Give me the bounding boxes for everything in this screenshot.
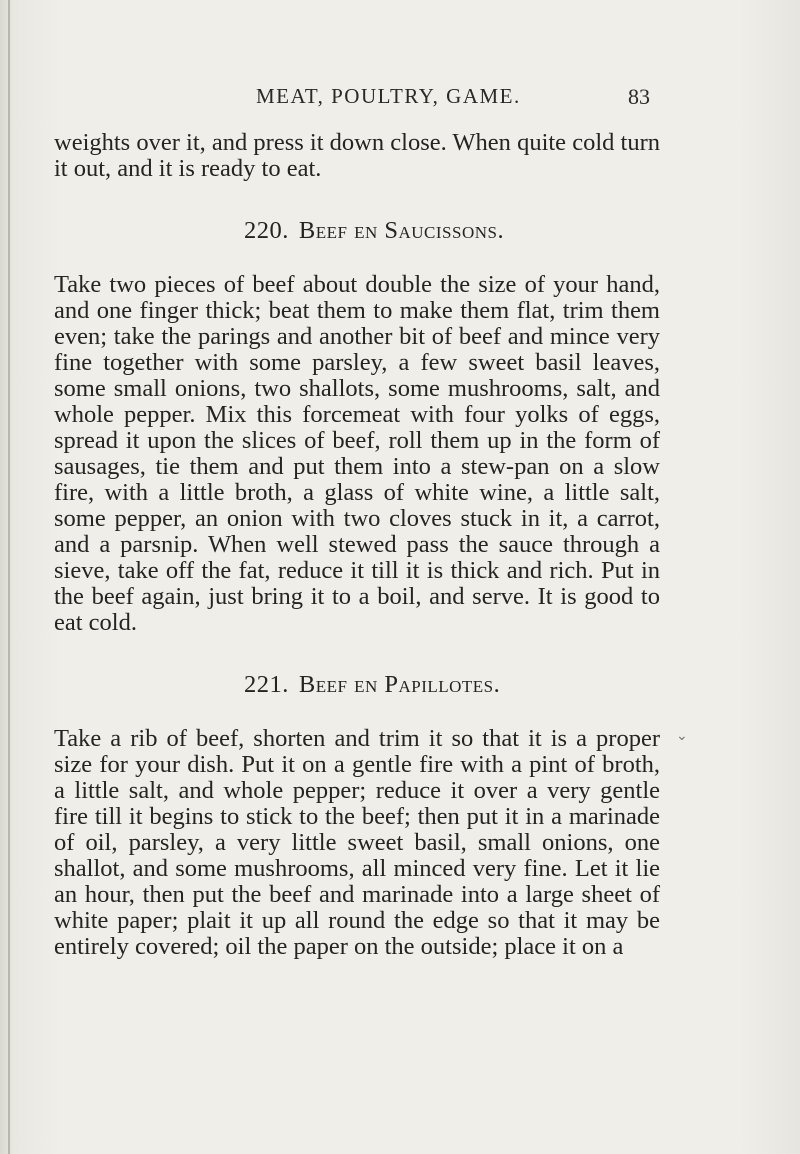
recipe-heading-220 [54, 218, 660, 244]
recipe-heading-221 [54, 672, 660, 698]
recipe-body-221: Take a rib of beef, shorten and trim it so that it is a proper size for your dish. Put it on a gentle fire with a pint of broth, a little salt, and whole pepper; reduce it over a very gentle fire till it begins to stick to the beef; then put it in a marinade of oil, parsley, a very little sweet basil, small onions, one shallot, and some mushrooms, all minced very fine. Let it lie an hour, then put the beef and marinade into a large sheet of white paper; plait it up all round the edge so that it may be entirely covered; oil the paper on the outside; place it on a [54, 725, 660, 960]
page-gutter-line [8, 0, 10, 1154]
recipe-number: 220. [244, 217, 289, 244]
running-header [0, 84, 800, 114]
page-number: 83 [628, 84, 650, 109]
recipe-title: Beef en Saucissons. [298, 217, 505, 244]
intro-paragraph: weights over it, and press it down close. When quite cold turn it out, and it is ready to eat. [54, 129, 660, 182]
recipe-number: 221. [244, 671, 289, 698]
margin-mark: ⌄ [676, 728, 688, 744]
running-title: MEAT, POULTRY, GAME. [256, 84, 521, 108]
recipe-title: Beef en Papillotes. [298, 671, 501, 698]
recipe-body-220: Take two pieces of beef about double the size of your hand, and one finger thick; beat them to make them flat, trim them even; take the parings and another bit of beef and mince very fine together with some parsley, a few sweet basil leaves, some small onions, two shallots, some mushrooms, salt, and whole pepper. Mix this forcemeat with four yolks of eggs, spread it upon the slices of beef, roll them up in the form of sausages, tie them and put them into a stew-pan on a slow fire, with a little broth, a glass of white wine, a little salt, some pepper, an onion with two cloves stuck in it, a carrot, and a parsnip. When well stewed pass the sauce through a sieve, take off the fat, reduce it till it is thick and rich. Put in the beef again, just bring it to a boil, and serve. It is good to eat cold. [54, 271, 660, 636]
text-body [54, 130, 660, 960]
